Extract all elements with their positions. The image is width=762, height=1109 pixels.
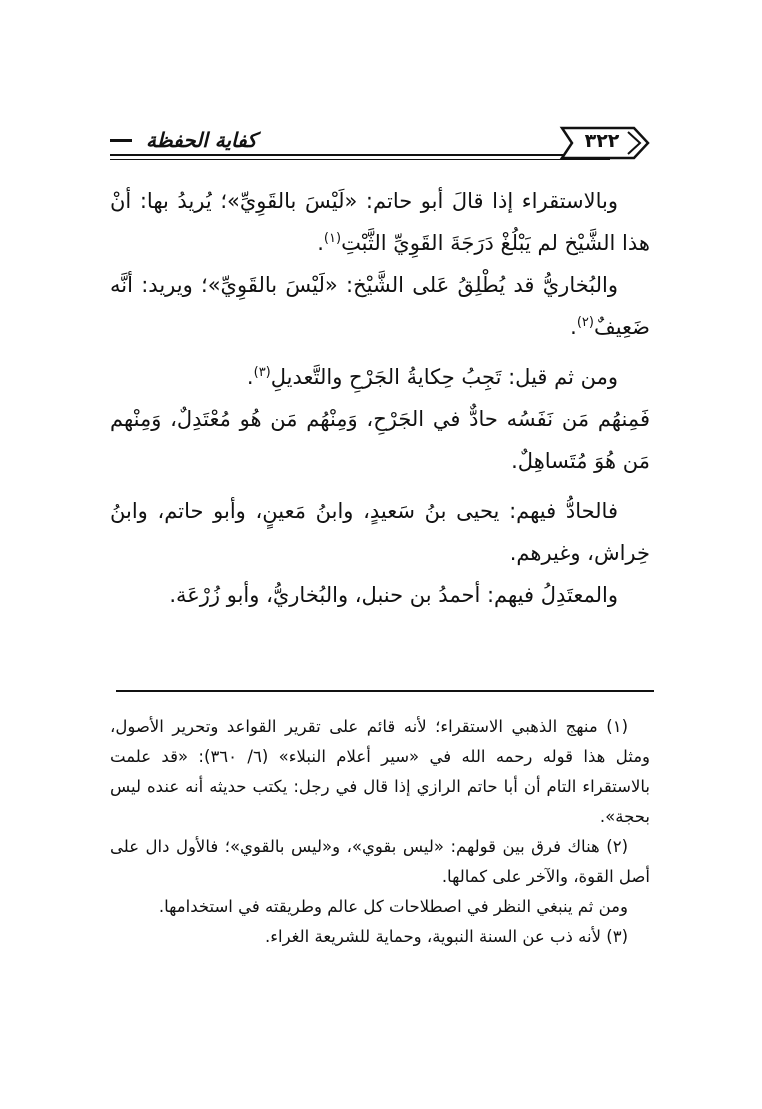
paragraph-text: ومن ثم قيل: تَجِبُ حِكايةُ الجَرْحِ والتَّعديلِ [270, 365, 618, 389]
paragraph: والبُخاريُّ قد يُطْلِقُ عَلى الشَّيْخ: «لَيْسَ بالقَوِيِّ»؛ ويريد: أنَّه ضَعِيفٌ$^{(٢)}$. [110, 273, 650, 339]
footnote-separator [116, 690, 654, 692]
header-rule-thin [110, 159, 610, 160]
footnote: ومن ثم ينبغي النظر في اصطلاحات كل عالم وطريقته في استخدامها. [158, 897, 628, 916]
running-header [110, 118, 650, 168]
footnote-ref: (٣) [253, 365, 271, 380]
paragraph: وبالاستقراء إذا قالَ أبو حاتم: «لَيْسَ بالقَوِيِّ»؛ يُريدُ بها: أنْ هذا الشَّيْخ لم يَبْلُغْ دَرَجَةَ القَوِيِّ الثَّبْتِ$^{(١)}$. [110, 189, 650, 255]
paragraph-text: وبالاستقراء إذا قالَ أبو حاتم: «لَيْسَ بالقَوِيِّ»؛ يُريدُ بها: أنْ هذا الشَّيْخ لم يَبْلُغْ دَرَجَةَ القَوِيِّ الثَّبْتِ [110, 189, 650, 255]
header-rule [110, 154, 610, 156]
page-number-badge [558, 126, 650, 160]
footnote-ref: (١) [323, 231, 342, 246]
book-title: كفاية الحفظة [140, 128, 263, 152]
footnotes [110, 712, 650, 952]
header-dash [110, 139, 132, 142]
paragraph: ومن ثم قيل: تَجِبُ حِكايةُ الجَرْحِ والتَّعديلِ$^{(٣)}$. [246, 365, 618, 389]
paragraph: فالحادُّ فيهم: يحيى بنُ سَعيدٍ، وابنُ مَعينٍ، وأبو حاتم، وابنُ خِراش، وغيرهم. [110, 499, 650, 565]
footnote: (٢) هناك فرق بين قولهم: «ليس بقوي»، و«ليس بالقوي»؛ فالأول دال على أصل القوة، والآخر على كمالها. [110, 837, 650, 886]
main-text [110, 180, 650, 616]
footnote-ref: (٢) [576, 315, 594, 330]
paragraph-text: والبُخاريُّ قد يُطْلِقُ عَلى الشَّيْخ: «لَيْسَ بالقَوِيِّ»؛ ويريد: أنَّه ضَعِيفٌ [110, 273, 650, 339]
page-number: ٣٢٢ [584, 130, 620, 152]
footnote: (٣) لأنه ذب عن السنة النبوية، وحماية للشريعة الغراء. [264, 927, 628, 946]
paragraph: والمعتَدِلُ فيهم: أحمدُ بن حنبل، والبُخاريُّ، وأبو زُرْعَة. [169, 583, 618, 607]
paragraph: فَمِنهُم مَن نَفَسُه حادٌّ في الجَرْحِ، وَمِنْهُم مَن هُو مُعْتَدِلٌ، وَمِنْهم مَن هُوَ مُتَساهِلٌ. [110, 407, 650, 473]
footnote: (١) منهج الذهبي الاستقراء؛ لأنه قائم على تقرير القواعد وتحرير الأصول، ومثل هذا قوله رحمه الله في «سير أعلام النبلاء» (٦/ ٣٦٠): «قد علمت بالاستقراء التام أن أبا حاتم الرازي إذا قال في رجل: يكتب حديثه أنه عنده ليس بحجة». [110, 717, 650, 826]
